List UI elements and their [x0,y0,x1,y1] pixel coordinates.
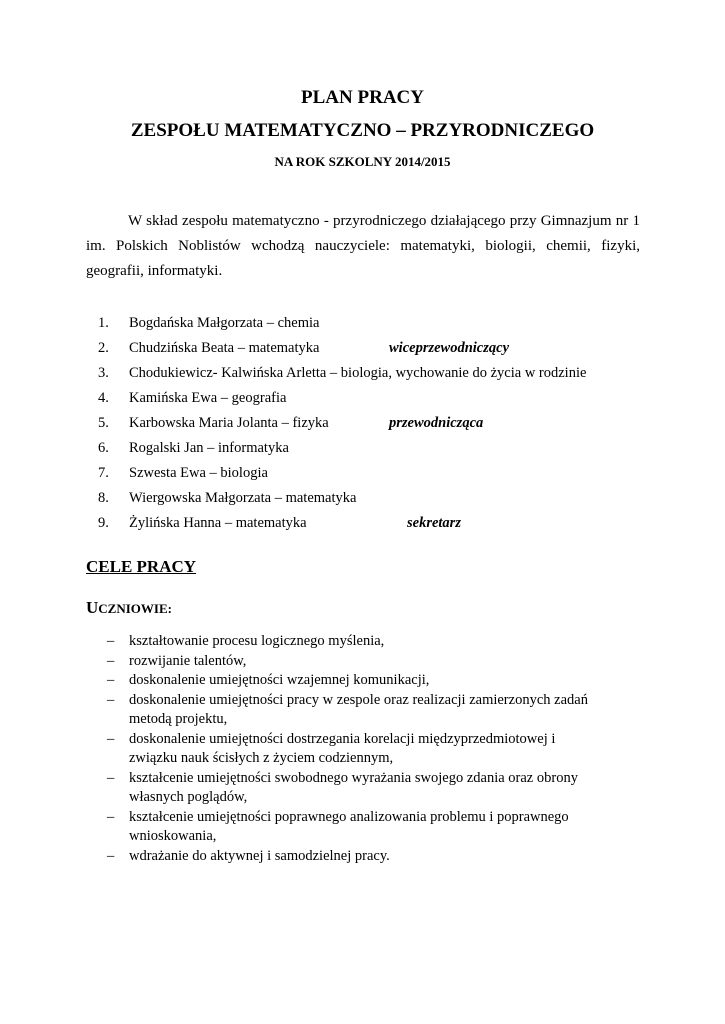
member-item [86,361,646,386]
goal-item [86,691,606,730]
goal-text: rozwijanie talentów, [129,652,247,669]
dash-bullet: – [107,672,115,688]
member-name: Chodukiewicz- Kalwińska Arletta – biologia, wychowanie do życia w rodzinie [129,365,587,381]
dash-bullet: – [107,730,115,747]
member-item [86,461,646,486]
goal-item [86,652,606,672]
dash-bullet: – [107,691,115,708]
goal-text: kształcenie umiejętności poprawnego analizowania problemu i poprawnego wnioskowania, [129,808,569,844]
students-subsection-title [86,597,172,620]
member-name: Bogdańska Małgorzata – chemia [129,315,320,331]
goal-item [86,769,606,808]
goal-item [86,847,606,867]
goal-item [86,730,606,769]
member-number: 2. [98,340,109,356]
member-number: 1. [98,315,109,331]
goal-text: kształtowanie procesu logicznego myślenia, [129,633,385,649]
member-item [86,386,646,411]
members-list [86,311,646,536]
dash-bullet: – [107,652,115,669]
dash-bullet: – [107,633,115,649]
intro-paragraph: W skład zespołu matematyczno - przyrodniczego działającego przy Gimnazjum nr 1 im. Polskich Noblistów wchodzą nauczyciele: matematyki, biologii, chemii, fizyki, geografii, informatyki. [86,213,640,279]
goal-item [86,632,606,652]
member-name: Rogalski Jan – informatyka [129,440,289,456]
member-number: 4. [98,390,109,406]
member-number: 6. [98,440,109,456]
member-name: Karbowska Maria Jolanta – fizyka [129,415,329,431]
goal-item [86,808,606,847]
goal-text: doskonalenie umiejętności pracy w zespole oraz realizacji zamierzonych zadań metodą projektu, [129,691,588,727]
goals-list [86,632,606,866]
dash-bullet: – [107,847,115,864]
goal-text: wdrażanie do aktywnej i samodzielnej pracy. [129,847,390,864]
member-name: Chudzińska Beata – matematyka [129,340,320,356]
member-item [86,486,646,511]
member-number: 9. [98,515,109,531]
member-number: 5. [98,415,109,431]
member-number: 7. [98,465,109,481]
member-role: przewodnicząca [389,415,484,431]
member-item [86,436,646,461]
subsection-rest: CZNIOWIE: [98,601,172,616]
goal-item [86,671,606,691]
member-item [86,311,646,336]
school-year: NA ROK SZKOLNY 2014/2015 [274,154,451,169]
member-name: Szwesta Ewa – biologia [129,465,268,481]
document-title: PLAN PRACY [301,87,424,108]
member-role: wiceprzewodniczący [389,340,510,356]
goal-text: kształcenie umiejętności swobodnego wyrażania swojego zdania oraz obrony własnych poglądów, [129,769,578,805]
member-number: 3. [98,365,109,381]
member-name: Kamińska Ewa – geografia [129,390,287,406]
goal-text: doskonalenie umiejętności wzajemnej komunikacji, [129,672,430,688]
dash-bullet: – [107,808,115,825]
member-role: sekretarz [407,515,461,531]
member-item [86,411,646,436]
member-name: Żylińska Hanna – matematyka [129,515,307,531]
goals-section-title: CELE PRACY [86,557,197,576]
member-item [86,336,646,361]
document-subtitle: ZESPOŁU MATEMATYCZNO – PRZYRODNICZEGO [130,120,595,141]
member-number: 8. [98,490,109,506]
dash-bullet: – [107,769,115,786]
goal-text: doskonalenie umiejętności dostrzegania korelacji międzyprzedmiotowej i związku nauk ścisłych z życiem codziennym, [129,730,556,766]
member-name: Wiergowska Małgorzata – matematyka [129,490,357,506]
member-item [86,511,646,536]
subsection-initial: U [86,598,99,617]
